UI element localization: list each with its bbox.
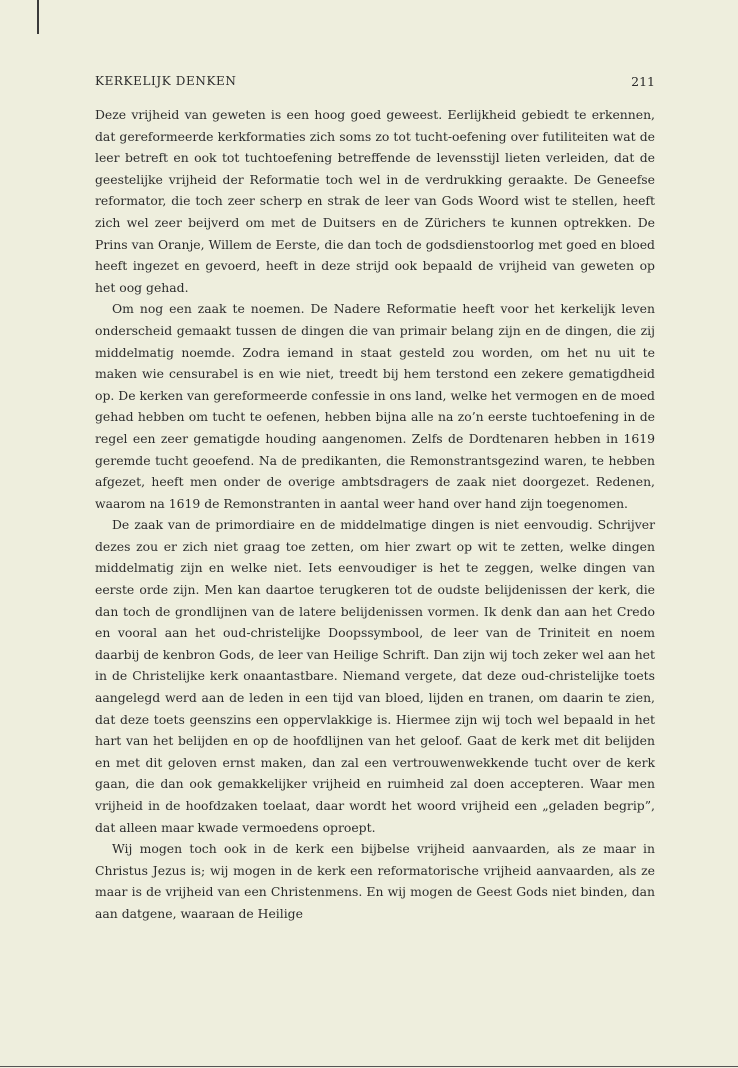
paragraph-3: De zaak van de primordiaire en de middelmatige dingen is niet eenvoudig. Schrijver dezes zou er zich niet graag toe zetten, om hier zwart op wit te zetten, welke dingen middelmatig zijn en welke niet. Iets eenvoudiger is het te zeggen, welke dingen van eerste orde zijn. Men kan daartoe terugkeren tot de oudste belijdenissen der kerk, die dan toch de grondlijnen van de latere belijdenissen vormen. Ik denk dan aan het Credo en vooral aan het oud-christelijke Doopssymbool, de leer van de Triniteit en noem daarbij de kenbron Gods, de leer van Heilige Schrift. Dan zijn wij toch zeker wel aan het in de Christelijke kerk onaantastbare. Niemand vergete, dat deze oud-christelijke toets aangelegd werd aan de leden in een tijd van bloed, lijden en tranen, om daarin te zien, dat deze toets geenszins een oppervlakkige is. Hiermee zijn wij toch wel bepaald in het hart van het belijden en op de hoofdlijnen van het geloof. Gaat de kerk met dit belijden en met dit geloven ernst maken, dan zal een vertrouwenwekkende tucht over de kerk gaan, die dan ook gemakkelijker vrijheid en ruimheid zal doen accepteren. Waar men vrijheid in de hoofdzaken toelaat, daar wordt het woord vrijheid een „geladen begrip”, dat alleen maar kwade vermoedens oproept. xyxy=(95,517,655,835)
running-title: KERKELIJK DENKEN xyxy=(95,74,237,88)
paragraph-2: Om nog een zaak te noemen. De Nadere Reformatie heeft voor het kerkelijk leven onderscheid gemaakt tussen de dingen die van primair belang zijn en de dingen, die zij middelmatig noemde. Zodra iemand in staat gesteld zou worden, om het nu uit te maken wie censurabel is en wie niet, treedt bij hem terstond een zekere gematigdheid op. De kerken van gereformeerde confessie in ons land, welke het vermogen en de moed gehad hebben om tucht te oefenen, hebben bijna alle na zo’n eerste tuchtoefening in de regel een zeer gematigde houding aangenomen. Zelfs de Dordtenaren hebben in 1619 geremde tucht geoefend. Na de predikanten, die Remonstrantsgezind waren, te hebben afgezet, heeft men onder de overige ambtsdragers de zaak niet doorgezet. Redenen, waarom na 1619 de Remonstranten in aantal weer hand over hand zijn toegenomen. xyxy=(95,301,655,511)
paragraph-4: Wij mogen toch ook in de kerk een bijbelse vrijheid aanvaarden, als ze maar in Christus Jezus is; wij mogen in de kerk een reformatorische vrijheid aanvaarden, als ze maar is de vrijheid van een Christenmens. En wij mogen de Geest Gods niet binden, dan aan datgene, waaraan de Heilige xyxy=(95,841,655,921)
margin-line xyxy=(37,0,39,34)
paragraph-1: Deze vrijheid van geweten is een hoog goed geweest. Eerlijkheid gebiedt te erkennen, dat gereformeerde kerkformaties zich soms zo tot tucht-oefening over futiliteiten wat de leer betreft en ook tot tuchtoefening betreffende de levensstijl lieten verleiden, dat de geestelijke vrijheid der Reformatie toch wel in de verdrukking geraakte. De Geneefse reformator, die toch zeer scherp en strak de leer van Gods Woord wist te stellen, heeft zich wel zeer beijverd om met de Duitsers en de Zürichers te kunnen optrekken. De Prins van Oranje, Willem de Eerste, die dan toch de godsdienstoorlog met goed en bloed heeft ingezet en gevoerd, heeft in deze strijd ook bepaald de vrijheid van geweten op het oog gehad. xyxy=(95,107,655,295)
page-number: 211 xyxy=(631,74,655,89)
bottom-edge-line xyxy=(0,1066,738,1067)
page-header xyxy=(95,74,655,92)
body-text xyxy=(95,104,655,925)
